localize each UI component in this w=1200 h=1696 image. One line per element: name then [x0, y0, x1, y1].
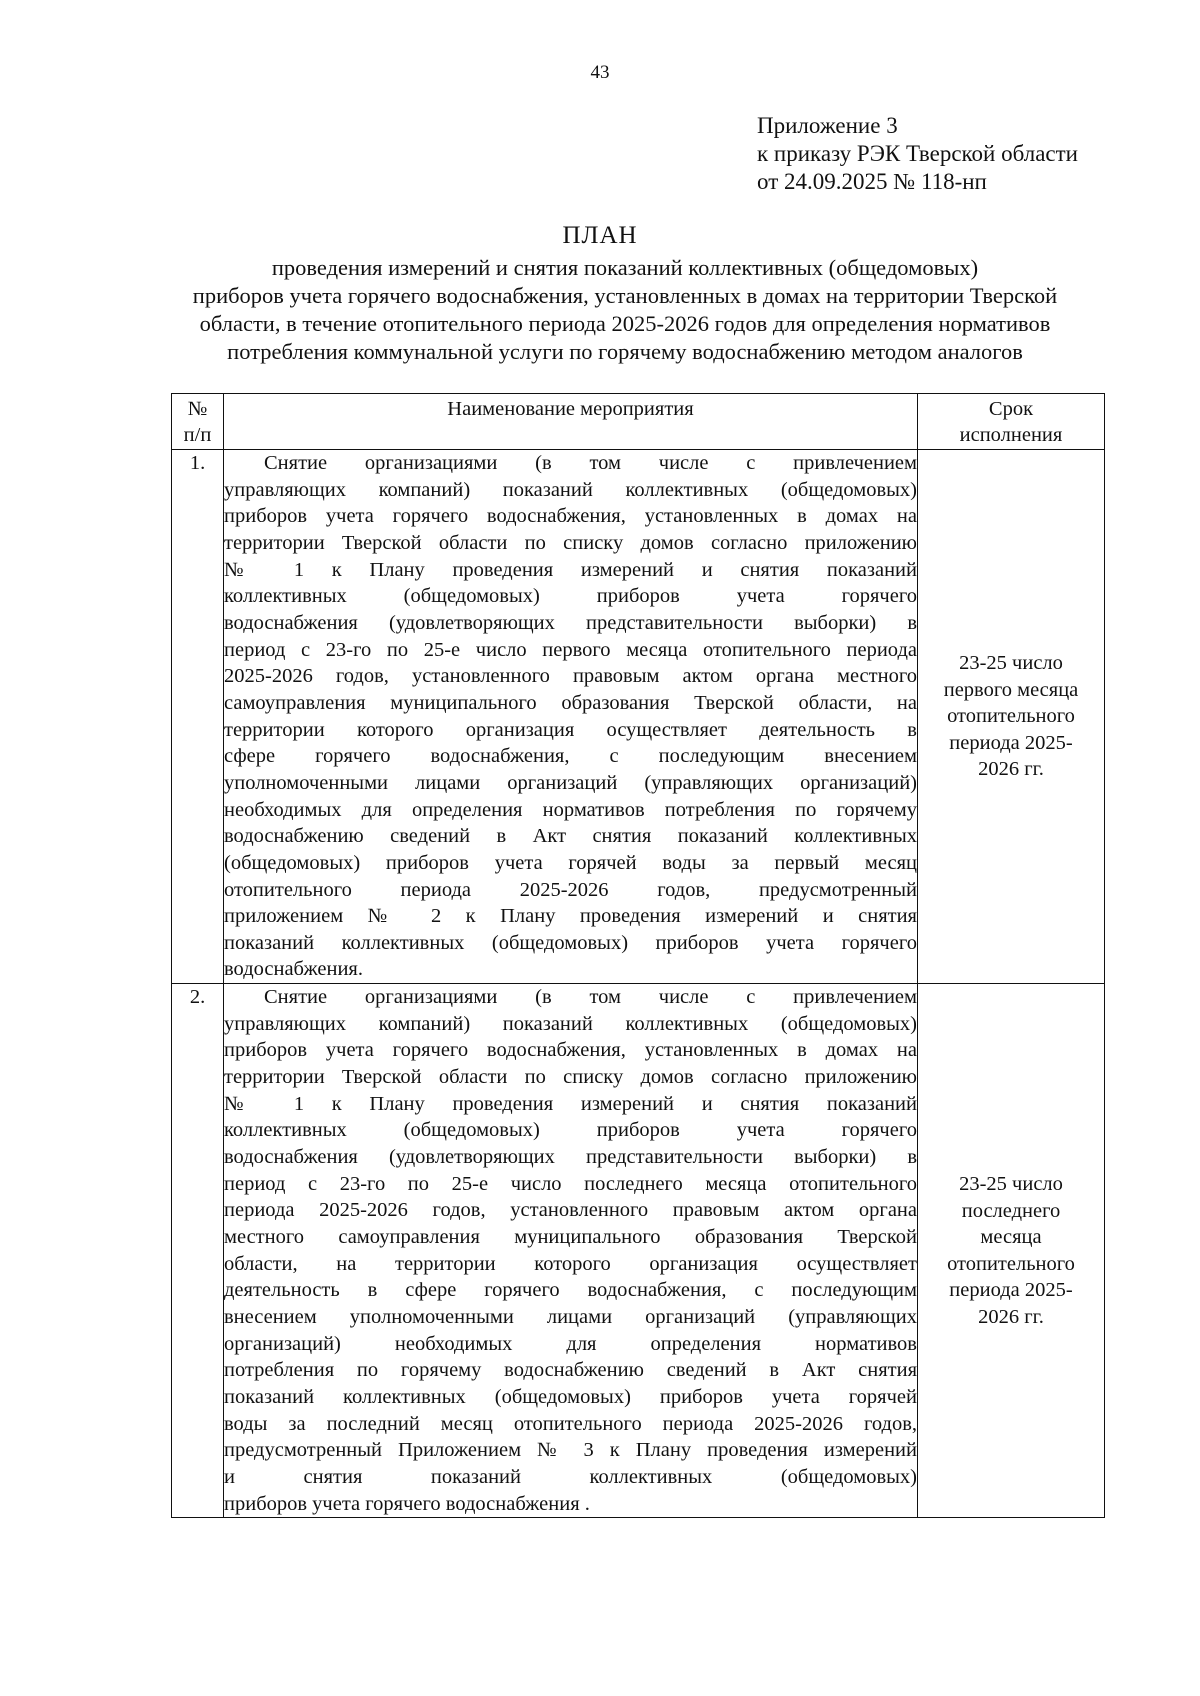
- description-line: период с 23-го по 25-е число последнего месяца отопительного: [224, 1172, 917, 1195]
- header-deadline-line2: исполнения: [959, 424, 1063, 446]
- description-line: коллективных (общедомовых) приборов учета горячего: [224, 1119, 917, 1142]
- row-number: 1.: [172, 450, 224, 984]
- page-number: 43: [590, 62, 610, 83]
- deadline-cell: [918, 450, 1105, 984]
- description-line: коллективных (общедомовых) приборов учета горячего: [224, 585, 917, 608]
- description-line: приборов учета горячего водоснабжения, установленных в домах на: [224, 505, 917, 528]
- description-line: предусмотренный Приложением № 3 к Плану проведения измерений: [224, 1439, 917, 1462]
- deadline-line: периода 2025-: [949, 1279, 1073, 1302]
- description-line: территории Тверской области по списку домов согласно приложению: [224, 531, 917, 554]
- appendix-date-line: от 24.09.2025 № 118-нп: [757, 169, 987, 194]
- description-line: воды за последний месяц отопительного периода 2025-2026 годов,: [224, 1412, 917, 1435]
- description-line: № 1 к Плану проведения измерений и снятия показаний: [224, 558, 917, 581]
- deadline-line: 2026 гг.: [978, 1305, 1044, 1328]
- event-description: [224, 984, 918, 1518]
- appendix-order-line: к приказу РЭК Тверской области: [757, 141, 1078, 166]
- appendix-line: Приложение 3: [757, 113, 898, 138]
- table-row: [172, 984, 1105, 1518]
- description-line: водоснабжения.: [224, 958, 363, 981]
- description-line: водоснабжения (удовлетворяющих представительности выборки) в: [224, 1146, 917, 1169]
- description-line: деятельность в сфере горячего водоснабжения, с последующим: [224, 1279, 917, 1302]
- description-line: уполномоченными лицами организаций (управляющих организаций): [224, 771, 917, 794]
- deadline-line: первого месяца: [943, 678, 1079, 701]
- description-line: водоснабжения (удовлетворяющих представительности выборки) в: [224, 611, 917, 634]
- description-line: необходимых для определения нормативов потребления по горячему: [224, 798, 917, 821]
- description-line: управляющих компаний) показаний коллективных (общедомовых): [224, 1012, 917, 1035]
- description-line: показаний коллективных (общедомовых) приборов учета горячей: [224, 1385, 917, 1408]
- document-subtitle: [150, 254, 1100, 366]
- description-line: сфере горячего водоснабжения, с последующим внесением: [224, 745, 917, 768]
- description-line: периода 2025-2026 годов, установленного правовым актом органа: [224, 1199, 917, 1222]
- description-line: внесением уполномоченными лицами организаций (управляющих: [224, 1306, 917, 1328]
- description-line: № 1 к Плану проведения измерений и снятия показаний: [224, 1092, 917, 1115]
- deadline-line: 23-25 число: [959, 652, 1063, 675]
- header-deadline: [918, 394, 1105, 450]
- table-header-row: [172, 394, 1105, 450]
- subtitle-line: приборов учета горячего водоснабжения, установленных в домах на территории Тверской: [192, 283, 1058, 308]
- description-line: территории которого организация осуществляет деятельность в: [224, 718, 917, 741]
- deadline-line: периода 2025-: [949, 731, 1073, 754]
- deadline-line: отопительного: [947, 705, 1075, 728]
- description-line: области, на территории которого организация осуществляет: [224, 1252, 917, 1275]
- description-line: Снятие организациями (в том числе с привлечением: [264, 452, 917, 474]
- row-number: 2.: [172, 984, 224, 1518]
- description-line: Снятие организациями (в том числе с привлечением: [264, 986, 917, 1009]
- header-event-name: Наименование мероприятия: [224, 394, 918, 450]
- description-line: приборов учета горячего водоснабжения, установленных в домах на: [224, 1039, 917, 1062]
- table-row: [172, 450, 1105, 984]
- description-line: местного самоуправления муниципального образования Тверской: [224, 1226, 917, 1249]
- deadline-line: отопительного: [947, 1252, 1075, 1275]
- plan-table: [171, 393, 1105, 1518]
- deadline-line: месяца: [980, 1226, 1042, 1249]
- deadline-cell: [918, 984, 1105, 1518]
- description-line: водоснабжению сведений в Акт снятия показаний коллективных: [224, 825, 917, 848]
- header-number: [172, 394, 224, 450]
- description-line: 2025-2026 годов, установленного правовым актом органа местного: [224, 665, 917, 688]
- deadline-line: 2026 гг.: [978, 758, 1044, 781]
- description-line: показаний коллективных (общедомовых) приборов учета горячего: [224, 931, 917, 954]
- header-deadline-line1: Срок: [988, 398, 1034, 420]
- description-line: и снятия показаний коллективных (общедомовых): [224, 1465, 917, 1488]
- header-number-symbol: №: [187, 398, 208, 420]
- description-line: управляющих компаний) показаний коллективных (общедомовых): [224, 478, 917, 501]
- description-line: потребления по горячему водоснабжению сведений в Акт снятия: [224, 1359, 917, 1382]
- description-line: период с 23-го по 25-е число первого месяца отопительного периода: [224, 638, 917, 661]
- header-number-abbr: п/п: [183, 424, 212, 446]
- subtitle-line: проведения измерений и снятия показаний коллективных (общедомовых): [271, 255, 979, 280]
- subtitle-line: потребления коммунальной услуги по горячему водоснабжению методом аналогов: [227, 339, 1023, 364]
- description-line: (общедомовых) приборов учета горячей воды за первый месяц: [224, 851, 917, 874]
- deadline-line: последнего: [961, 1199, 1061, 1222]
- description-line: приборов учета горячего водоснабжения .: [224, 1492, 590, 1515]
- description-line: приложением № 2 к Плану проведения измерений и снятия: [224, 905, 917, 928]
- description-line: организаций) необходимых для определения нормативов: [224, 1332, 917, 1355]
- description-line: территории Тверской области по списку домов согласно приложению: [224, 1066, 917, 1089]
- deadline-line: 23-25 число: [959, 1173, 1063, 1196]
- document-title: ПЛАН: [562, 222, 638, 249]
- appendix-reference: [757, 112, 1078, 196]
- description-line: самоуправления муниципального образования Тверской области, на: [224, 691, 917, 714]
- subtitle-line: области, в течение отопительного периода 2025-2026 годов для определения нормативов: [199, 311, 1051, 336]
- event-description: [224, 450, 918, 984]
- description-line: отопительного периода 2025-2026 годов, предусмотренный: [224, 878, 917, 901]
